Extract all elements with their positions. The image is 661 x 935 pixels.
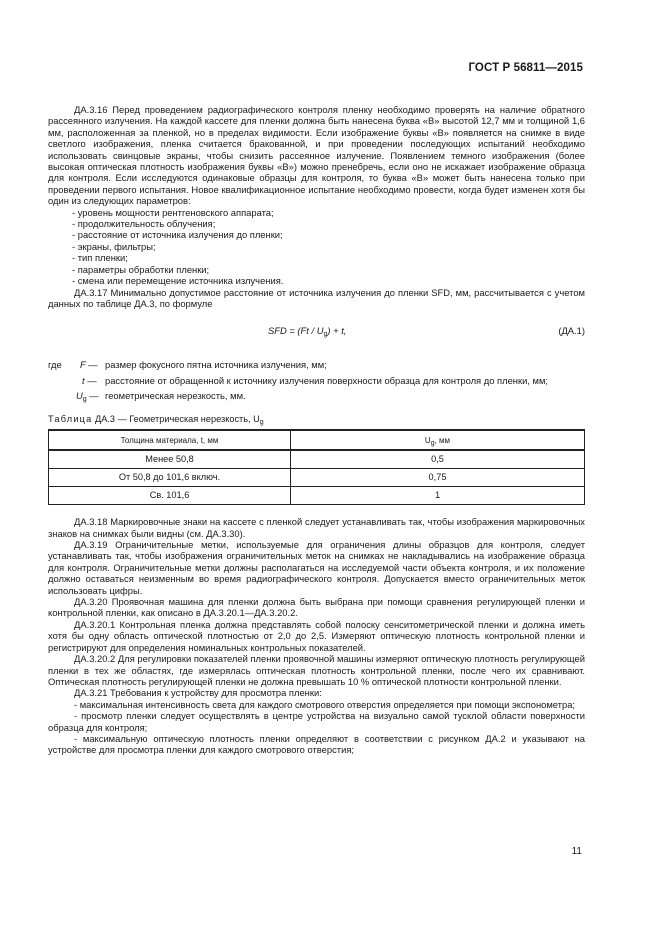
legend-row bbox=[48, 359, 585, 375]
cell-ug: 0,75 bbox=[291, 469, 585, 487]
list-item: - уровень мощности рентгеновского аппарата; bbox=[72, 206, 274, 218]
legend-symbol: t — bbox=[82, 374, 97, 386]
legend-row bbox=[48, 390, 585, 406]
legend-symbol: F — bbox=[80, 359, 98, 371]
list-item: - экраны, фильтры; bbox=[72, 240, 156, 252]
legend-row bbox=[48, 375, 585, 391]
legend-where: где bbox=[48, 359, 62, 371]
list-item: - расстояние от источника излучения до пленки; bbox=[72, 229, 283, 241]
cell-ug: 1 bbox=[291, 487, 585, 505]
paragraphs-after-table bbox=[48, 516, 585, 756]
legend-symbol: $U_g$ — bbox=[76, 390, 99, 404]
paragraph-da-3-20: ДА.3.20 Проявочная машина для пленки должна быть выбрана при помощи сравнения регулирующей пленки и контрольной пленки, как описано в ДА.3.20.1—ДА.3.20.2. bbox=[48, 596, 585, 619]
list-item: - тип пленки; bbox=[72, 252, 128, 264]
table-row bbox=[49, 469, 585, 487]
table-da-3 bbox=[48, 429, 585, 505]
column-header-thickness: Толщина материала, t, мм bbox=[49, 430, 291, 450]
legend-text: размер фокусного пятна источника излучения, мм; bbox=[105, 359, 327, 371]
paragraph-da-3-18: ДА.3.18 Маркировочные знаки на кассете с пленкой следует устанавливать так, чтобы изображения маркировочных знаков на снимках были видны (см. ДА.3.30). bbox=[48, 516, 585, 539]
page-number: 11 bbox=[571, 846, 582, 857]
standard-header: ГОСТ Р 56811—2015 bbox=[468, 62, 583, 74]
formula-da-1 bbox=[48, 325, 585, 339]
formula-legend bbox=[48, 359, 585, 406]
paragraph-da-3-16: ДА.3.16 Перед проведением радиографического контроля пленку необходимо проверять на наличие обратного рассеянного излучения. На каждой кассете для пленки должна быть нанесена буква «В» высотой 12,7 мм и толщиной 1,6 мм, расположенная за пленкой, но в пределах видимости. Если изображение буквы «В» появляется на снимке в виде светлого изображения, пленка считается бракованной, и при проведении последующих испытаний необходимо использовать свинцовые экраны, чтобы снизить рассеянное излучение. Появлением темного изображения (более высокая оптическая плотность изображения буквы «В») можно пренебречь, если оно не искажает изображение образца для контроля. Если исследуются одинаковые образцы для контроля, то буква «В» может быть нанесена только при проведении первого испытания. Новое квалификационное испытание необходимо провести, когда будет изменен хотя бы один из следующих параметров: bbox=[48, 104, 585, 207]
cell-ug: 0,5 bbox=[291, 450, 585, 469]
legend-text: расстояние от обращенной к источнику излучения поверхности образца для контроля до пленки, мм; bbox=[105, 374, 549, 386]
list-item: - максимальная интенсивность света для каждого смотрового отверстия определяется при помощи экспонометра; bbox=[74, 698, 576, 710]
cell-thickness: От 50,8 до 101,6 включ. bbox=[49, 469, 291, 487]
document-body bbox=[48, 104, 585, 756]
paragraph-da-3-20-2: ДА.3.20.2 Для регулировки показателей пленки проявочной машины измеряют оптическую плотность регулирующей пленки в тех же областях, где измерялась оптическая плотность контрольной пленки, после чего их сравнивают. Оптическая плотность регулирующей пленки не должна превышать 10 % оптической плотности контрольной пленки. bbox=[48, 653, 585, 687]
paragraph-da-3-20-1: ДА.3.20.1 Контрольная пленка должна представлять собой полоску сенситометрической пленки и должна иметь хотя бы одну область оптической плотностью от 2,0 до 2,5. Измеряют оптическую плотность контрольной пленки и регистрируют для определения номинальных контрольных показателей. bbox=[48, 618, 585, 653]
table-row bbox=[49, 487, 585, 505]
formula-expression: SFD = $(Ft / U_g) + t$, bbox=[268, 325, 347, 339]
formula-number: (ДА.1) bbox=[558, 325, 585, 337]
table-row bbox=[49, 450, 585, 469]
column-header-ug: $U_g$, мм bbox=[291, 430, 585, 450]
list-item: - просмотр пленки следует осуществлять в центре устройства на визуально самой тусклой области поверхности образца для контроля; bbox=[48, 710, 585, 733]
list-item: - смена или перемещение источника излучения. bbox=[72, 275, 284, 287]
legend-text: геометрическая нерезкость, мм. bbox=[105, 390, 246, 402]
list-item: - максимальную оптическую плотность пленки определяют в соответствии с рисунком ДА.2 и указывают на устройстве для просмотра пленки для каждого смотрового отверстия; bbox=[48, 732, 585, 756]
table-header-row bbox=[49, 430, 585, 450]
paragraph-da-3-17: ДА.3.17 Минимально допустимое расстояние от источника излучения до пленки SFD, мм, рассчитывается с учетом данных по таблице ДА.3, по формуле bbox=[48, 286, 585, 309]
cell-thickness: Менее 50,8 bbox=[49, 450, 291, 469]
table-caption: Таблица ДА.3 — Геометрическая нерезкость, $U_g$ bbox=[48, 413, 264, 426]
cell-thickness: Св. 101,6 bbox=[49, 487, 291, 505]
list-item: - параметры обработки пленки; bbox=[72, 263, 210, 275]
parameter-list bbox=[48, 207, 585, 287]
paragraph-da-3-21: ДА.3.21 Требования к устройству для просмотра пленки: bbox=[74, 687, 322, 699]
list-item: - продолжительность облучения; bbox=[72, 218, 216, 230]
paragraph-da-3-19: ДА.3.19 Ограничительные метки, используемые для ограничения длины образцов для контроля, следует устанавливать так, чтобы изображения ограничительных меток на снимках не накладывались на изображение образца для контроля. Ограничительные метки должны располагаться на исследуемой части объекта контроля, и их положение должно оставаться неизменным во время радиографического контроля. Допускается вместо ограничительных меток использовать цифры. bbox=[48, 539, 585, 596]
